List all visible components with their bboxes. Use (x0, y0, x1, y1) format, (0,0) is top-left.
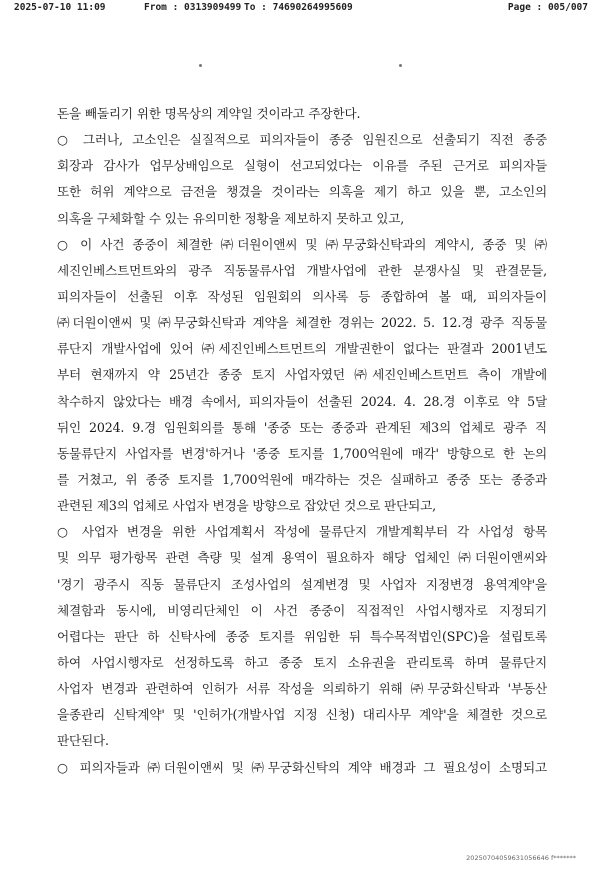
fax-from: From : 0313909499 (144, 2, 242, 13)
fax-to: To : 74690264995609 (244, 2, 353, 13)
text-line: ○ 사업자 변경을 위한 사업계획서 작성에 물류단지 개발계획부터 각 사업성 항목 (57, 524, 547, 540)
text-line: ○ 이 사건 종중이 체결한 ㈜더원이앤씨 및 ㈜무궁화신탁과의 계약시, 종중 및 ㈜ (57, 236, 547, 252)
text-line: '경기 광주시 직동 물류단지 조성사업의 설계변경 및 사업자 지정변경 용역계약'을 (57, 576, 547, 592)
fax-page-number: Page : 005/007 (507, 2, 588, 13)
text-line: 동물류단지 사업자를 변경'하거나 '종중 토지를 1,700억원에 매각' 방향으로 한 논의 (57, 445, 547, 461)
text-line: 또한 허위 계약으로 금전을 챙겼을 것이라는 의혹을 제기 하고 있을 뿐, 고소인의 (57, 184, 547, 200)
text-line: ○ 피의자들과 ㈜더원이앤씨 및 ㈜무궁화신탁의 계약 배경과 그 필요성이 소명되고 (57, 759, 547, 775)
text-line: 를 거쳤고, 위 종중 토지를 1,700억원에 매각하는 것은 실패하고 종중 또는 종중과 (57, 471, 547, 487)
text-line: 을종관리 신탁계약' 및 '인허가(개발사업 지정 신청) 대리사무 계약'을 체결한 것으로 (57, 707, 547, 723)
text-line: 사업자 변경과 관련하여 인허가 서류 작성을 의뢰하기 위해 ㈜무궁화신탁과 '부동산 (57, 681, 547, 697)
text-line: 세진인베스트먼트와의 광주 직동물류사업 개발사업에 관한 분쟁사실 및 관결문들, (57, 262, 547, 278)
text-line: 회장과 감사가 업무상배임으로 실형이 선고되었다는 이유를 주된 근거로 피의자들 (57, 158, 547, 174)
text-line: 의혹을 구체화할 수 있는 유의미한 정황을 제보하지 못하고 있고, (57, 210, 405, 226)
text-line: 착수하지 않았다는 배경 속에서, 피의자들이 선출된 2024. 4. 28.경 이후로 약 5달 (57, 393, 547, 409)
text-line: ○ 그러나, 고소인은 실질적으로 피의자들이 종중 임원진으로 선출되기 직전 종중 (57, 132, 547, 148)
scan-speck (199, 64, 202, 67)
text-line: 및 의무 평가항목 관련 측량 및 설계 용역이 필요하자 해당 업체인 ㈜더원이앤씨와 (57, 550, 547, 566)
text-line: 체결함과 동시에, 비영리단체인 이 사건 종중이 직접적인 사업시행자로 지정되기 (57, 602, 547, 618)
scan-speck (399, 64, 402, 67)
document-id-stamp: 20250704059631056646 f******* (466, 854, 576, 862)
text-line: 부터 현재까지 약 25년간 종중 토지 사업자였던 ㈜세진인베스트먼트 측이 개발에 (57, 367, 547, 383)
text-line: 하여 사업시행자로 선정하도록 하고 종중 토지 소유권을 관리토록 하며 물류단지 (57, 654, 547, 670)
text-line: 판단된다. (57, 733, 109, 749)
document-body (57, 101, 547, 781)
fax-datetime: 2025-07-10 11:09 (14, 2, 106, 13)
text-line: 돈을 빼돌리기 위한 명목상의 계약일 것이라고 주장한다. (57, 106, 361, 121)
text-line: ㈜더원이앤씨 및 ㈜무궁화신탁과 계약을 체결한 경위는 2022. 5. 12.경 광주 직동물 (57, 315, 547, 331)
text-line: 관련된 제3의 업체로 사업자 변경을 방향으로 잡았던 것으로 판단되고, (57, 498, 436, 514)
text-line: 피의자들이 선출된 이후 작성된 임원회의 의사록 등 종합하여 볼 때, 피의자들이 (57, 288, 547, 304)
fax-header (0, 0, 600, 16)
text-line: 뒤인 2024. 9.경 임원회의를 통해 '종중 또는 종중과 관계된 제3의 업체로 광주 직 (57, 419, 547, 435)
text-line: 류단지 개발사업에 있어 ㈜세진인베스트먼트의 개발권한이 없다는 판결과 2001년도 (57, 341, 547, 357)
text-line: 어렵다는 판단 하 신탁사에 종중 토지를 위임한 뒤 특수목적법인(SPC)을 설립토록 (57, 628, 547, 644)
